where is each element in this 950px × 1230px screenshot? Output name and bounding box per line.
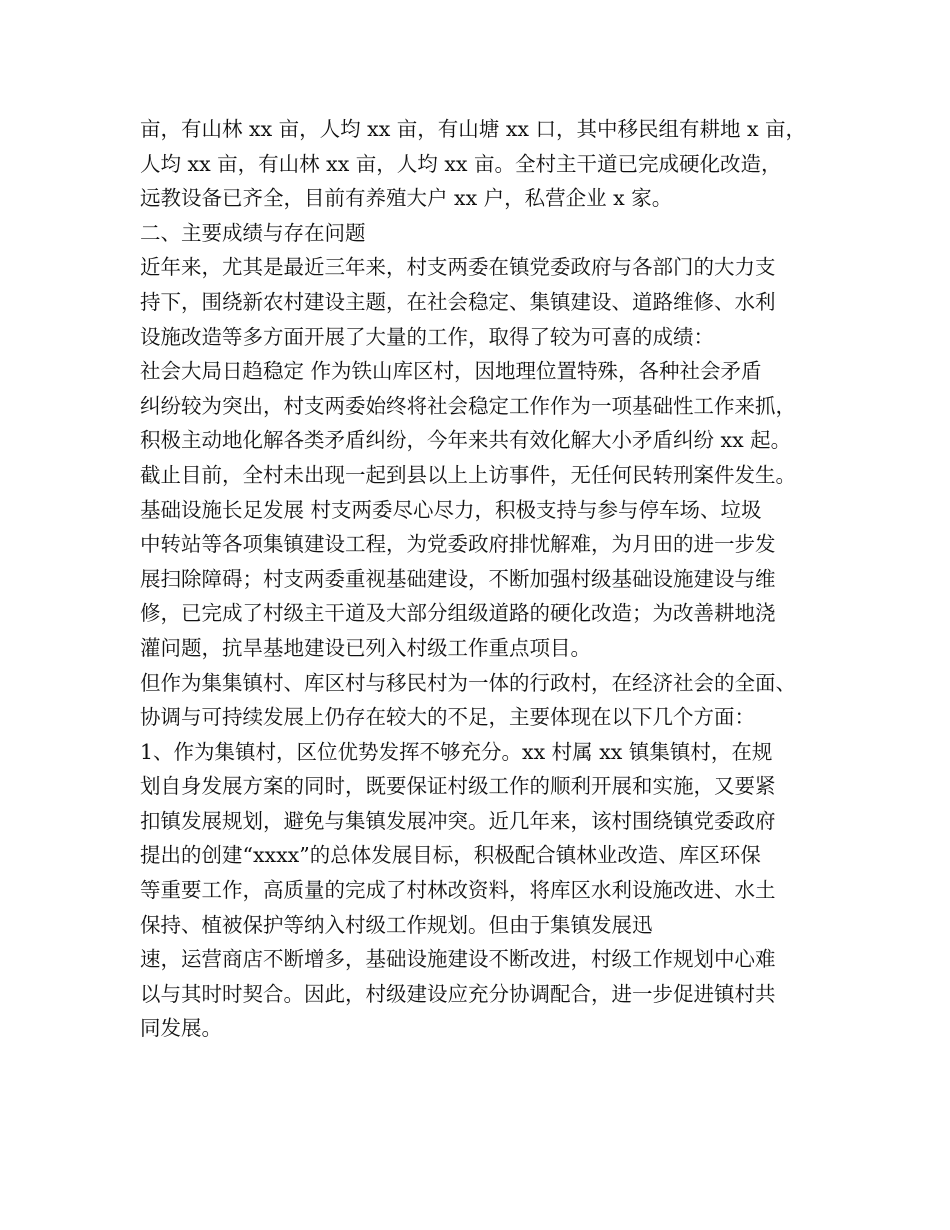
document-body (140, 112, 840, 1046)
text-line: 等重要工作，高质量的完成了村林改资料，将库区水利设施改进、水土 (140, 878, 776, 903)
text-line: 持下，围绕新农村建设主题，在社会稳定、集镇建设、道路维修、水利 (140, 289, 776, 314)
text-line: 1、作为集镇村，区位优势发挥不够充分。xx 村属 xx 镇集镇村，在规 (140, 739, 773, 764)
text-line: 修，已完成了村级主干道及大部分组级道路的硬化改造；为改善耕地浇 (140, 601, 776, 626)
text-line: 中转站等各项集镇建设工程，为党委政府排忧解难，为月田的进一步发 (140, 532, 776, 557)
text-line: 远教设备已齐全，目前有养殖大户 xx 户，私营企业 x 家。 (140, 186, 673, 211)
text-line: 以与其时时契合。因此，村级建设应充分协调配合，进一步促进镇村共 (140, 981, 776, 1006)
text-line: 截止目前，全村未出现一起到县以上上访事件，无任何民转刑案件发生。 (140, 462, 796, 487)
text-line: 人均 xx 亩，有山林 xx 亩，人均 xx 亩。全村主干道已完成硬化改造， (140, 151, 782, 176)
text-line: 亩，有山林 xx 亩，人均 xx 亩，有山塘 xx 口，其中移民组有耕地 x 亩， (140, 117, 807, 141)
text-line: 展扫除障碍；村支两委重视基础建设，不断加强村级基础设施建设与维 (140, 566, 776, 591)
text-line: 协调与可持续发展上仍存在较大的不足，主要体现在以下几个方面： (140, 705, 755, 730)
text-line: 积极主动地化解各类矛盾纠纷，今年来共有效化解大小矛盾纠纷 xx 起。 (140, 428, 792, 453)
text-line: 但作为集集镇村、库区村与移民村为一体的行政村，在经济社会的全面、 (140, 670, 796, 695)
text-line: 设施改造等多方面开展了大量的工作，取得了较为可喜的成绩： (140, 324, 714, 349)
text-line: 社会大局日趋稳定 作为铁山库区村，因地理位置特殊，各种社会矛盾 (140, 359, 762, 384)
text-line: 纠纷较为突出，村支两委始终将社会稳定工作作为一项基础性工作来抓， (140, 393, 796, 418)
text-line: 保持、植被保护等纳入村级工作规划。但由于集镇发展迅 (140, 912, 653, 937)
text-line: 提出的创建“xxxx”的总体发展目标，积极配合镇林业改造、库区环保 (140, 843, 761, 868)
text-line: 速，运营商店不断增多，基础设施建设不断改进，村级工作规划中心难 (140, 947, 776, 972)
text-line: 划自身发展方案的同时，既要保证村级工作的顺利开展和实施，又要紧 (140, 774, 776, 799)
text-line: 扣镇发展规划，避免与集镇发展冲突。近几年来，该村围绕镇党委政府 (140, 808, 776, 833)
section-heading: 二、主要成绩与存在问题 (140, 220, 366, 245)
text-line: 近年来，尤其是最近三年来，村支两委在镇党委政府与各部门的大力支 (140, 255, 776, 280)
text-line: 基础设施长足发展 村支两委尽心尽力，积极支持与参与停车场、垃圾 (140, 497, 762, 522)
text-line: 灌问题，抗旱基地建设已列入村级工作重点项目。 (140, 635, 591, 660)
text-line: 同发展。 (140, 1016, 222, 1041)
